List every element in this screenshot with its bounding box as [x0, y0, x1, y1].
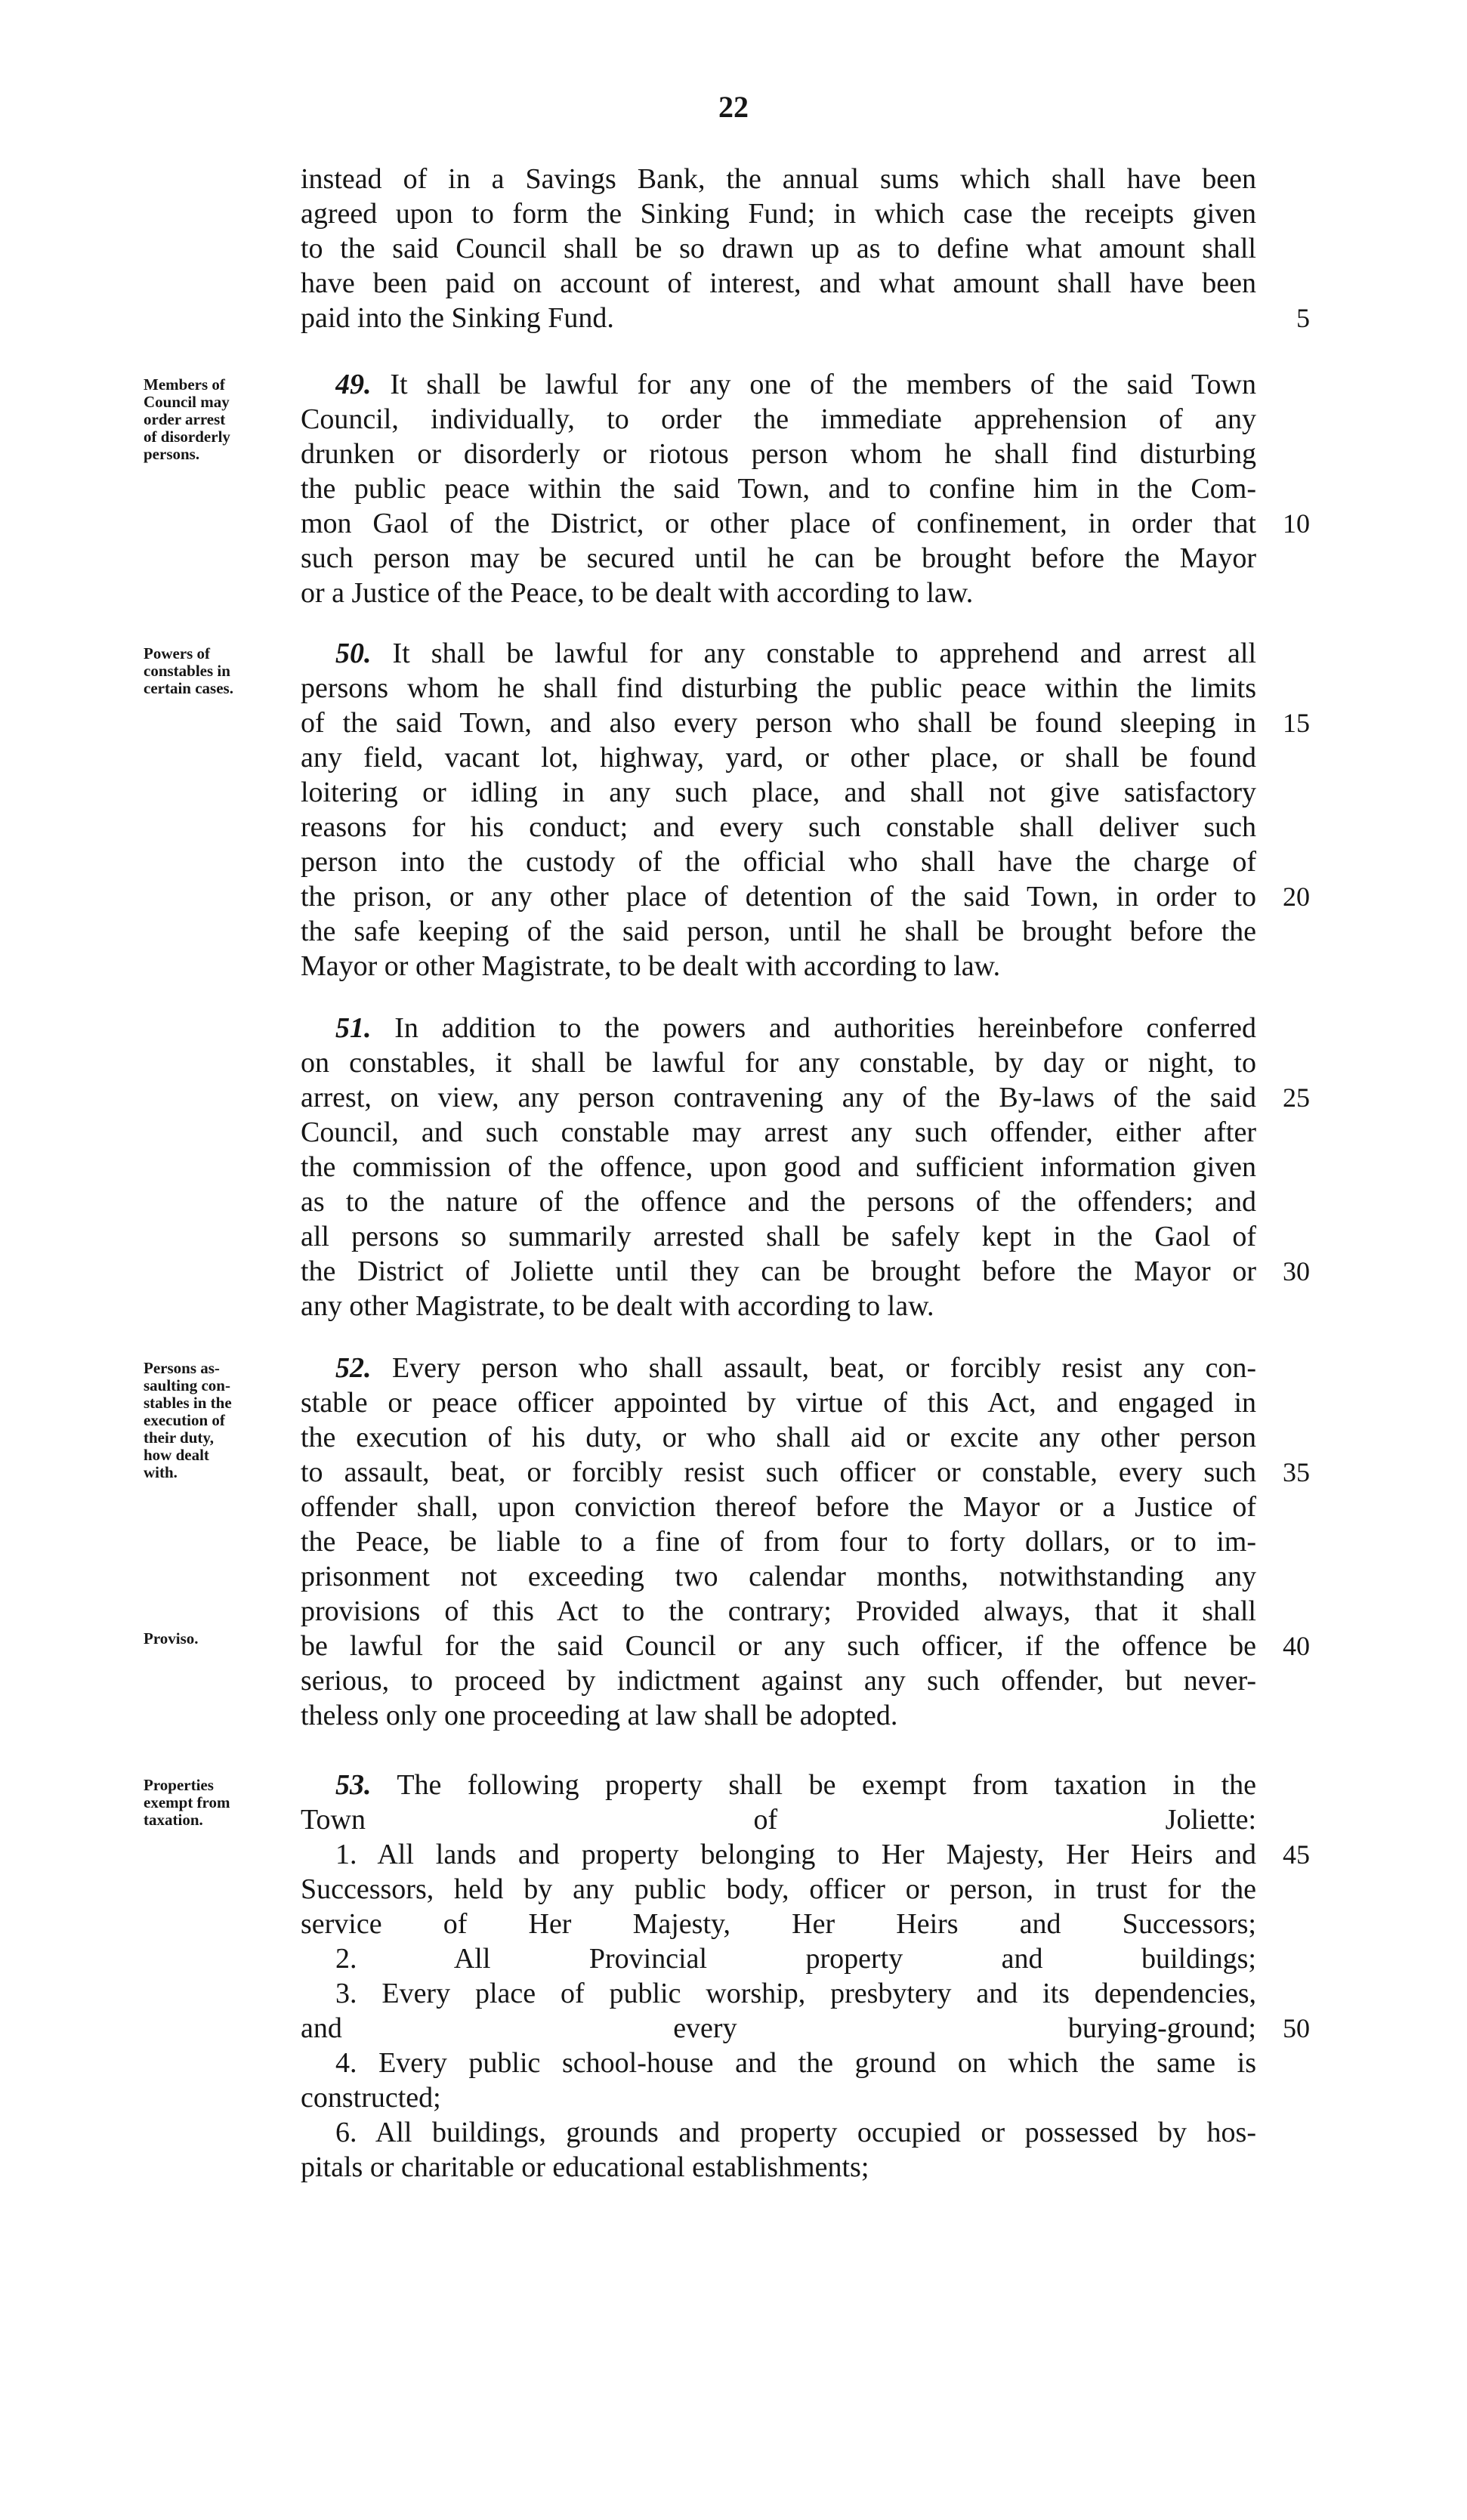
line-text: to the said Council shall be so drawn up as to define what amount shall	[301, 233, 1256, 264]
line-text: or a Justice of the Peace, to be dealt with according to law.	[301, 577, 974, 609]
line-text: as to the nature of the offence and the persons of the offenders; and	[301, 1186, 1256, 1218]
margin-note-line: Persons as-	[144, 1359, 220, 1377]
line-content	[301, 2011, 1256, 2046]
line-content	[335, 1976, 1256, 2011]
line-text: mon Gaol of the District, or other place of confinement, in order that	[301, 508, 1256, 539]
line-text: person into the custody of the official who shall have the charge of	[301, 846, 1256, 878]
text-line	[0, 636, 1467, 671]
margin-note-line: their duty,	[144, 1428, 214, 1447]
section-51	[0, 1011, 1467, 1323]
margin-note-line: Powers of	[144, 644, 211, 662]
line-content	[301, 266, 1256, 301]
line-text: 2. All Provincial property and buildings;	[335, 1943, 1256, 1975]
line-text: to assault, beat, or forcibly resist such officer or constable, every such	[301, 1456, 1256, 1488]
line-number: 45	[1283, 1839, 1310, 1870]
line-text: drunken or disorderly or riotous person whom he shall find disturbing	[301, 438, 1256, 470]
line-content	[301, 810, 1256, 845]
section-number: 52.	[335, 1352, 372, 1384]
line-text: service of Her Majesty, Her Heirs and Successors;	[301, 1908, 1256, 1940]
line-content	[335, 636, 1256, 671]
text-line	[0, 1629, 1467, 1663]
line-content	[301, 1663, 1256, 1698]
line-content	[301, 1629, 1256, 1663]
text-line	[0, 2011, 1467, 2046]
line-content	[301, 1045, 1256, 1080]
line-content	[301, 506, 1256, 541]
line-text: all persons so summarily arrested shall be safely kept in the Gaol of	[301, 1221, 1256, 1252]
margin-note-line: taxation.	[144, 1811, 203, 1829]
line-content	[301, 1115, 1256, 1150]
page-number: 22	[718, 90, 749, 124]
line-content	[301, 1219, 1256, 1254]
line-number: 10	[1283, 508, 1310, 539]
text-line	[0, 740, 1467, 775]
line-text: reasons for his conduct; and every such constable shall deliver such	[301, 811, 1256, 843]
line-content	[301, 1420, 1256, 1455]
line-content	[301, 1455, 1256, 1490]
text-line	[0, 1663, 1467, 1698]
margin-note-line: Properties	[144, 1776, 214, 1794]
text-line	[0, 1420, 1467, 1455]
line-text: the safe keeping of the said person, until he shall be brought before the	[301, 916, 1256, 947]
margin-note-line: Members of	[144, 375, 225, 394]
text-line	[0, 1254, 1467, 1289]
line-content	[301, 2150, 1256, 2185]
text-line	[0, 367, 1467, 402]
line-content	[335, 1768, 1256, 1802]
line-content	[301, 1080, 1256, 1115]
line-content	[301, 2080, 1256, 2115]
section-number: 50.	[335, 638, 372, 669]
line-text: Successors, held by any public body, officer or person, in trust for the	[301, 1873, 1256, 1905]
line-text: pitals or charitable or educational establishments;	[301, 2151, 869, 2183]
text-line	[0, 671, 1467, 706]
text-line	[0, 706, 1467, 740]
line-text: provisions of this Act to the contrary; Provided always, that it shall	[301, 1595, 1256, 1627]
line-content	[335, 1351, 1256, 1385]
margin-note-line: exempt from	[144, 1793, 230, 1811]
text-line	[0, 1698, 1467, 1733]
text-line	[0, 2150, 1467, 2185]
line-text: and every burying-ground;	[301, 2012, 1256, 2044]
line-content	[301, 1698, 1256, 1733]
line-content	[301, 576, 1256, 610]
line-content	[301, 1490, 1256, 1524]
line-text: Town of Joliette:	[301, 1804, 1256, 1836]
text-line	[0, 1768, 1467, 1802]
text-line	[0, 949, 1467, 984]
line-content	[301, 671, 1256, 706]
text-line	[0, 437, 1467, 471]
text-line	[0, 541, 1467, 576]
text-line	[0, 471, 1467, 506]
text-line	[0, 1115, 1467, 1150]
margin-note-line: stables in the	[144, 1394, 232, 1412]
line-content	[301, 1802, 1256, 1837]
margin-note-line: Council may	[144, 393, 230, 411]
line-content	[335, 2046, 1256, 2080]
line-content	[335, 1941, 1256, 1976]
line-text: Council, and such constable may arrest any such offender, either after	[301, 1116, 1256, 1148]
line-content	[301, 914, 1256, 949]
text-line	[0, 231, 1467, 266]
line-content	[301, 471, 1256, 506]
text-line	[0, 162, 1467, 196]
text-line	[0, 1837, 1467, 1872]
text-line	[0, 576, 1467, 610]
margin-note-line: order arrest	[144, 410, 226, 428]
line-content	[301, 541, 1256, 576]
text-line	[0, 1455, 1467, 1490]
text-line	[0, 914, 1467, 949]
line-text: It shall be lawful for any one of the members of the said Town	[390, 369, 1256, 400]
line-content	[301, 1150, 1256, 1184]
line-number: 5	[1296, 303, 1310, 333]
line-text: serious, to proceed by indictment against any such offender, but never-	[301, 1665, 1256, 1697]
proviso-note: Proviso.	[144, 1629, 199, 1648]
section-53	[0, 1768, 1467, 2185]
line-content	[301, 1184, 1256, 1219]
line-number: 40	[1283, 1631, 1310, 1661]
line-text: the Peace, be liable to a fine of from four to forty dollars, or to im-	[301, 1526, 1256, 1558]
section-50	[0, 636, 1467, 984]
text-line	[0, 1219, 1467, 1254]
line-text: In addition to the powers and authorities hereinbefore conferred	[394, 1012, 1256, 1044]
line-content	[301, 301, 1256, 335]
text-line	[0, 1594, 1467, 1629]
line-text: Every person who shall assault, beat, or forcibly resist any con-	[391, 1352, 1256, 1384]
line-text: 3. Every place of public worship, presbytery and its dependencies,	[335, 1978, 1256, 2009]
text-line	[0, 1524, 1467, 1559]
text-line	[0, 1907, 1467, 1941]
text-line	[0, 775, 1467, 810]
text-line	[0, 1976, 1467, 2011]
line-text: on constables, it shall be lawful for any constable, by day or night, to	[301, 1047, 1256, 1079]
text-line	[0, 1941, 1467, 1976]
text-line	[0, 301, 1467, 335]
line-content	[301, 1524, 1256, 1559]
line-content	[301, 231, 1256, 266]
line-content	[301, 1254, 1256, 1289]
line-text: paid into the Sinking Fund.	[301, 302, 614, 334]
line-content	[301, 949, 1256, 984]
line-content	[301, 437, 1256, 471]
line-text: the public peace within the said Town, and to confine him in the Com-	[301, 473, 1256, 505]
line-text: be lawful for the said Council or any such officer, if the offence be	[301, 1630, 1256, 1662]
line-content	[301, 775, 1256, 810]
text-line	[0, 1289, 1467, 1323]
text-line	[0, 266, 1467, 301]
line-number: 30	[1283, 1256, 1310, 1286]
line-text: offender shall, upon conviction thereof before the Mayor or a Justice of	[301, 1491, 1256, 1523]
section-number: 49.	[335, 369, 372, 400]
line-number: 25	[1283, 1082, 1310, 1113]
margin-note-line: persons.	[144, 445, 200, 463]
margin-note-line: with.	[144, 1463, 178, 1481]
text-line	[0, 1045, 1467, 1080]
line-content	[335, 1011, 1256, 1045]
text-line	[0, 1351, 1467, 1385]
line-text: any other Magistrate, to be dealt with according to law.	[301, 1290, 934, 1322]
line-content	[301, 1559, 1256, 1594]
line-text: 1. All lands and property belonging to Her Majesty, Her Heirs and	[335, 1839, 1256, 1870]
line-text: theless only one proceeding at law shall be adopted.	[301, 1700, 898, 1731]
line-content	[301, 196, 1256, 231]
text-line	[0, 1872, 1467, 1907]
section-cont	[0, 162, 1467, 335]
line-text: any field, vacant lot, highway, yard, or other place, or shall be found	[301, 742, 1256, 774]
line-content	[301, 1872, 1256, 1907]
margin-note-line: of disorderly	[144, 428, 230, 446]
line-content	[335, 1837, 1256, 1872]
text-line	[0, 1011, 1467, 1045]
section-52	[0, 1351, 1467, 1733]
text-line	[0, 1490, 1467, 1524]
line-content	[301, 1289, 1256, 1323]
line-number: 50	[1283, 2013, 1310, 2043]
margin-note-line: execution of	[144, 1411, 225, 1429]
line-text: the prison, or any other place of detention of the said Town, in order to	[301, 881, 1256, 913]
text-line	[0, 1080, 1467, 1115]
text-line	[0, 506, 1467, 541]
line-content	[301, 162, 1256, 196]
line-content	[301, 1594, 1256, 1629]
text-line	[0, 1150, 1467, 1184]
line-text: of the said Town, and also every person who shall be found sleeping in	[301, 707, 1256, 739]
line-text: It shall be lawful for any constable to apprehend and arrest all	[392, 638, 1256, 669]
line-content	[301, 879, 1256, 914]
margin-note-line: certain cases.	[144, 679, 233, 697]
line-text: have been paid on account of interest, and what amount shall have been	[301, 267, 1256, 299]
line-text: persons whom he shall find disturbing the public peace within the limits	[301, 672, 1256, 704]
text-line	[0, 810, 1467, 845]
line-text: 4. Every public school-house and the ground on which the same is	[335, 2047, 1256, 2079]
line-text: the commission of the offence, upon good and sufficient information given	[301, 1151, 1256, 1183]
line-text: loitering or idling in any such place, and shall not give satisfactory	[301, 777, 1256, 808]
text-line	[0, 2115, 1467, 2150]
line-number: 20	[1283, 882, 1310, 912]
line-content	[301, 1907, 1256, 1941]
margin-note-line: constables in	[144, 662, 230, 680]
line-text: Mayor or other Magistrate, to be dealt with according to law.	[301, 950, 1001, 982]
text-line	[0, 1385, 1467, 1420]
line-text: the District of Joliette until they can be brought before the Mayor or	[301, 1255, 1256, 1287]
margin-note-line: saulting con-	[144, 1376, 230, 1394]
line-content	[301, 740, 1256, 775]
line-text: the execution of his duty, or who shall aid or excite any other person	[301, 1422, 1256, 1453]
text-line	[0, 1184, 1467, 1219]
line-text: arrest, on view, any person contravening any of the By-laws of the said	[301, 1082, 1256, 1113]
line-text: instead of in a Savings Bank, the annual sums which shall have been	[301, 163, 1256, 195]
text-line	[0, 1559, 1467, 1594]
text-line	[0, 2080, 1467, 2115]
line-text: 6. All buildings, grounds and property occupied or possessed by hos-	[335, 2117, 1256, 2148]
text-line	[0, 845, 1467, 879]
text-line	[0, 2046, 1467, 2080]
section-49	[0, 367, 1467, 610]
margin-note-line: how dealt	[144, 1446, 209, 1464]
line-content	[301, 706, 1256, 740]
line-text: such person may be secured until he can be brought before the Mayor	[301, 542, 1256, 574]
text-line	[0, 402, 1467, 437]
line-text: The following property shall be exempt from taxation in the	[397, 1769, 1256, 1801]
line-text: agreed upon to form the Sinking Fund; in which case the receipts given	[301, 198, 1256, 230]
text-line	[0, 879, 1467, 914]
text-line	[0, 196, 1467, 231]
line-text: constructed;	[301, 2082, 441, 2114]
line-number: 15	[1283, 708, 1310, 738]
section-number: 53.	[335, 1769, 372, 1801]
line-content	[301, 1385, 1256, 1420]
line-text: Council, individually, to order the immediate apprehension of any	[301, 403, 1256, 435]
line-content	[335, 2115, 1256, 2150]
section-number: 51.	[335, 1012, 372, 1044]
line-content	[301, 402, 1256, 437]
line-content	[301, 845, 1256, 879]
line-text: prisonment not exceeding two calendar months, notwithstanding any	[301, 1561, 1256, 1592]
text-line	[0, 1802, 1467, 1837]
line-number: 35	[1283, 1457, 1310, 1487]
line-text: stable or peace officer appointed by virtue of this Act, and engaged in	[301, 1387, 1256, 1419]
line-content	[335, 367, 1256, 402]
